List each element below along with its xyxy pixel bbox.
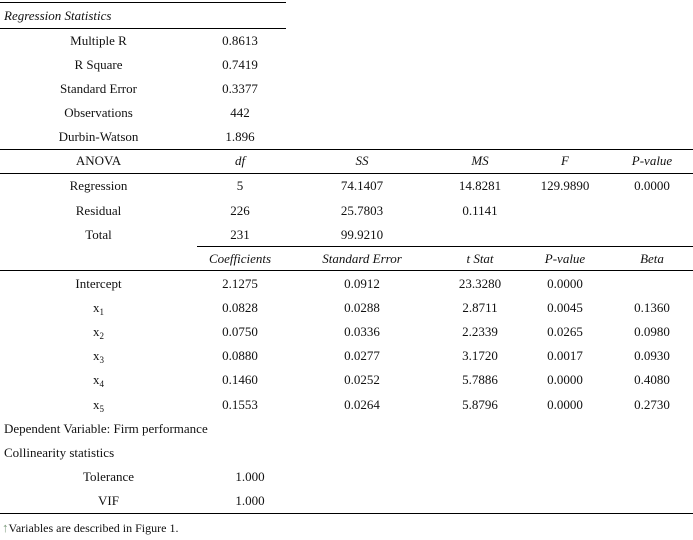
coefficient-row (0, 368, 693, 392)
coef-label: $x_5$ (93, 397, 104, 414)
stat-label: Observations (64, 105, 133, 120)
coef-cell: 3.1720 (462, 348, 498, 363)
coefficient-row (0, 344, 693, 368)
anova-cell: 226 (230, 203, 250, 218)
collinearity-row (0, 489, 693, 513)
bottom-rule (0, 513, 693, 514)
coef-cell: 0.0912 (344, 276, 380, 291)
stat-row (0, 125, 693, 149)
stat-row (0, 101, 693, 125)
coefficient-row (0, 296, 693, 320)
coef-cell: 5.8796 (462, 397, 498, 412)
anova-cell: Total (85, 227, 112, 242)
coef-cell: 0.0045 (547, 300, 583, 315)
coef-cell: 0.0930 (634, 348, 670, 363)
anova-cell: 5 (236, 178, 244, 193)
coef-cell: 0.1553 (222, 397, 258, 412)
stat-label: Durbin-Watson (58, 129, 139, 144)
coef-cell: 0.0980 (634, 324, 670, 339)
coefficients-header-rule (0, 270, 693, 271)
collinearity-title: Collinearity statistics (4, 445, 115, 460)
anova-cell: 0.1141 (462, 203, 498, 218)
dependent-variable-text: Dependent Variable: Firm performance (4, 421, 208, 436)
coef-cell: 23.3280 (458, 276, 502, 291)
anova-row (0, 174, 693, 198)
coef-header-p-value: P-value (544, 251, 586, 266)
coef-cell: 0.0000 (547, 276, 583, 291)
coef-label: $x_1$ (93, 300, 104, 317)
stat-label: R Square (74, 57, 123, 72)
coef-label: $x_4$ (93, 372, 104, 389)
anova-header-ms: MS (471, 153, 489, 168)
coefficient-row (0, 393, 693, 417)
coef-label: $x_2$ (93, 324, 104, 341)
collinearity-title-row (0, 441, 693, 465)
regression-statistics-title: Regression Statistics (4, 8, 112, 23)
coef-cell: 0.0277 (344, 348, 380, 363)
anova-header-label: ANOVA (75, 153, 122, 168)
coef-cell: 5.7886 (462, 372, 498, 387)
stat-value: 0.8613 (222, 33, 258, 48)
coefficient-row (0, 320, 693, 344)
coef-cell: 0.0252 (344, 372, 380, 387)
anova-cell: Residual (75, 203, 122, 218)
coef-cell: 0.0000 (547, 372, 583, 387)
dependent-variable-row (0, 417, 693, 441)
anova-row (0, 199, 693, 223)
anova-row (0, 223, 693, 247)
anova-header-f: F (561, 153, 569, 168)
anova-cell: 129.9890 (540, 178, 590, 193)
coef-header-coefficients: Coefficients (208, 251, 272, 266)
anova-header-ss: SS (355, 153, 369, 168)
coef-cell: 0.0000 (547, 397, 583, 412)
stat-row (0, 77, 693, 101)
stat-row (0, 29, 693, 53)
coef-cell: 0.0828 (222, 300, 258, 315)
coef-cell: 0.4080 (634, 372, 670, 387)
anova-cell: 99.9210 (340, 227, 384, 242)
anova-cell: 25.7803 (340, 203, 384, 218)
coef-header-standard-error: Standard Error (322, 251, 402, 266)
stat-label: Standard Error (60, 81, 137, 96)
coef-header-t-stat: t Stat (466, 251, 494, 266)
collinearity-label: VIF (98, 493, 119, 508)
coef-cell: 2.2339 (462, 324, 498, 339)
coef-label: $x_3$ (93, 348, 104, 365)
collinearity-label: Tolerance (82, 469, 135, 484)
coef-cell: 0.0288 (344, 300, 380, 315)
coef-label: Intercept (75, 276, 122, 291)
stat-value: 1.896 (225, 129, 255, 144)
stat-label: Multiple R (70, 33, 127, 48)
up-arrow-icon: ↑ (2, 520, 9, 535)
coef-cell: 0.0750 (222, 324, 258, 339)
coef-cell: 0.0017 (547, 348, 583, 363)
coef-cell: 0.0336 (344, 324, 380, 339)
collinearity-value: 1.000 (235, 469, 265, 484)
coef-cell: 0.0264 (344, 397, 380, 412)
coef-cell: 0.2730 (634, 397, 670, 412)
coefficient-row (0, 272, 693, 296)
collinearity-row (0, 465, 693, 489)
coef-cell: 0.1360 (634, 300, 670, 315)
coef-cell: 0.0265 (547, 324, 583, 339)
footnote (2, 519, 178, 537)
anova-cell: 0.0000 (634, 178, 670, 193)
anova-cell: 74.1407 (340, 178, 384, 193)
anova-cell: 231 (230, 227, 250, 242)
collinearity-value: 1.000 (235, 493, 265, 508)
anova-header-df: df (234, 153, 246, 168)
stat-value: 0.3377 (222, 81, 258, 96)
coef-header-beta: Beta (640, 251, 664, 266)
anova-header-p-value: P-value (631, 153, 673, 168)
stat-value: 442 (230, 105, 250, 120)
footnote-text: Variables are described in Figure 1. (8, 521, 179, 535)
stat-value: 0.7419 (222, 57, 258, 72)
coef-cell: 0.0880 (222, 348, 258, 363)
regression-statistics-header (0, 4, 693, 28)
anova-header-row (0, 149, 693, 173)
coef-cell: 2.1275 (222, 276, 258, 291)
top-rule (0, 2, 286, 3)
coef-cell: 0.1460 (222, 372, 258, 387)
anova-cell: Regression (69, 178, 128, 193)
coefficients-header-row (0, 247, 693, 271)
coef-cell: 2.8711 (462, 300, 498, 315)
stat-row (0, 53, 693, 77)
anova-cell: 14.8281 (458, 178, 502, 193)
